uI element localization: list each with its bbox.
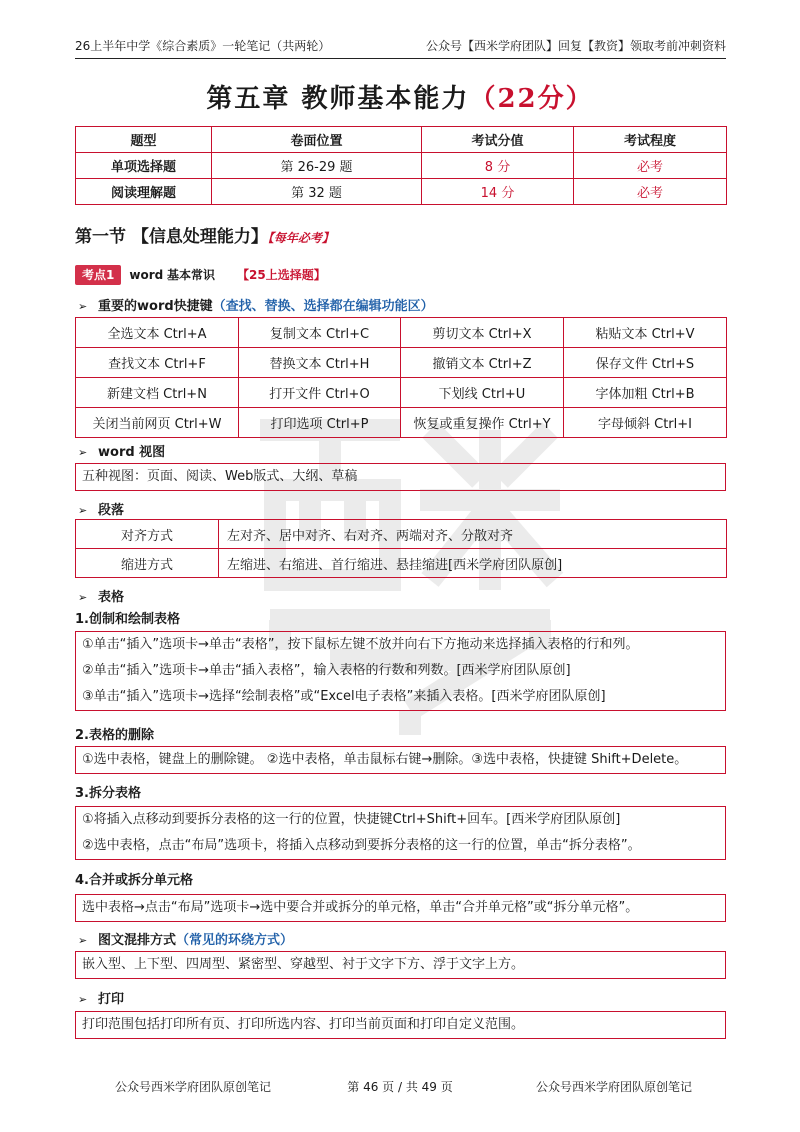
- wrap-text: 嵌入型、上下型、四周型、紧密型、穿越型、衬于文字下方、浮于文字上方。: [82, 957, 525, 972]
- table-header-row: [76, 127, 727, 153]
- split-table-heading: 3.拆分表格: [75, 786, 141, 801]
- exam-info-table: [75, 126, 727, 205]
- table-row: [76, 549, 727, 578]
- table-cell: 恢复或重复操作 Ctrl+Y: [401, 408, 564, 438]
- table-cell: 复制文本 Ctrl+C: [239, 318, 401, 348]
- table-cell: 缩进方式: [76, 549, 219, 578]
- table-row: [76, 378, 727, 408]
- table-cell: 撤销文本 Ctrl+Z: [401, 348, 564, 378]
- footer-right: 公众号西米学府团队原创笔记: [535, 1080, 692, 1094]
- print-text: 打印范围包括打印所有页、打印所选内容、打印当前页面和打印自定义范围。: [82, 1017, 525, 1032]
- kaodian-badge: 考点1: [75, 265, 121, 285]
- views-box: [75, 463, 726, 491]
- table-cell: 左缩进、右缩进、首行缩进、悬挂缩进[西米学府团队原创]: [219, 549, 727, 578]
- list-item: ③单击“插入”选项卡→选择“绘制表格”或“Excel电子表格”来插入表格。[西米学府团队原创]: [82, 689, 606, 704]
- list-item: ②选中表格，点击“布局”选项卡，将插入点移动到要拆分表格的这一行的位置，单击“拆分表格”。: [82, 838, 641, 853]
- table-cell: 剪切文本 Ctrl+X: [401, 318, 564, 348]
- header-left: 26上半年中学《综合素质》一轮笔记（共两轮）: [75, 39, 331, 53]
- wrap-title: 图文混排方式: [98, 933, 177, 948]
- kaodian-line: [75, 265, 326, 285]
- table-cell: 必考: [574, 179, 727, 205]
- print-title: 打印: [98, 992, 125, 1007]
- shortcut-table: [75, 317, 727, 438]
- arrow-bullet-icon: ➢: [78, 993, 88, 1006]
- list-item: ①将插入点移动到要拆分表格的这一行的位置，快捷键Ctrl+Shift+回车。[西米学府团队原创]: [82, 812, 621, 827]
- table-row: [76, 520, 727, 549]
- page-number: 第 46 页 / 共 49 页: [347, 1080, 453, 1094]
- paragraph-table: [75, 519, 727, 578]
- section-heading: [75, 222, 334, 247]
- footer-left: 公众号西米学府团队原创笔记: [115, 1080, 272, 1094]
- views-heading: [78, 441, 165, 460]
- views-title: word 视图: [98, 445, 166, 460]
- table-row: [76, 153, 727, 179]
- table-cell: 左对齐、居中对齐、右对齐、两端对齐、分散对齐: [219, 520, 727, 549]
- table-cell: 对齐方式: [76, 520, 219, 549]
- wrap-box: [75, 951, 726, 979]
- table-cell: 单项选择题: [76, 153, 212, 179]
- table-cell: 新建文档 Ctrl+N: [76, 378, 239, 408]
- arrow-bullet-icon: ➢: [78, 300, 88, 313]
- table-row: [76, 408, 727, 438]
- arrow-bullet-icon: ➢: [78, 591, 88, 604]
- paragraph-heading: [78, 499, 124, 518]
- tables-title: 表格: [98, 590, 125, 605]
- page-header: [75, 36, 726, 59]
- shortcuts-title: 重要的word快捷键: [98, 299, 213, 314]
- wrap-note: （常见的环绕方式）: [176, 933, 294, 948]
- kaodian-tag: 【25上选择题】: [237, 268, 326, 282]
- chapter-score: （22分）: [469, 84, 594, 114]
- table-row: [76, 179, 727, 205]
- paragraph-title: 段落: [98, 503, 125, 518]
- kaodian-label-2: 基本常识: [167, 268, 216, 282]
- arrow-bullet-icon: ➢: [78, 504, 88, 517]
- table-cell: 打印选项 Ctrl+P: [239, 408, 401, 438]
- column-header: 考试程度: [574, 127, 727, 153]
- merge-cells-heading: 4.合并或拆分单元格: [75, 873, 193, 888]
- shortcuts-note: （查找、替换、选择都在编辑功能区）: [212, 299, 434, 314]
- list-item: ①单击“插入”选项卡→单击“表格”，按下鼠标左键不放并向右下方拖动来选择插入表格的行和列。: [82, 637, 639, 652]
- kaodian-label: word: [129, 268, 164, 282]
- create-table-box: [75, 631, 726, 711]
- table-cell: 保存文件 Ctrl+S: [564, 348, 727, 378]
- column-header: 题型: [76, 127, 212, 153]
- list-item: ①选中表格，键盘上的删除键。 ②选中表格，单击鼠标右键→删除。③选中表格，快捷键 Shift+Delete。: [82, 752, 688, 767]
- list-item: 选中表格→点击“布局”选项卡→选中要合并或拆分的单元格，单击“合并单元格”或“拆分单元格”。: [82, 900, 639, 915]
- table-cell: 打开文件 Ctrl+O: [239, 378, 401, 408]
- arrow-bullet-icon: ➢: [78, 934, 88, 947]
- chapter-title-main: 第五章 教师基本能力: [206, 84, 470, 114]
- table-row: [76, 348, 727, 378]
- table-cell: 替换文本 Ctrl+H: [239, 348, 401, 378]
- delete-table-box: [75, 746, 726, 774]
- arrow-bullet-icon: ➢: [78, 446, 88, 459]
- print-box: [75, 1011, 726, 1039]
- table-cell: 查找文本 Ctrl+F: [76, 348, 239, 378]
- table-cell: 阅读理解题: [76, 179, 212, 205]
- table-cell: 关闭当前网页 Ctrl+W: [76, 408, 239, 438]
- delete-table-heading: 2.表格的删除: [75, 728, 154, 743]
- header-right: 公众号【西米学府团队】回复【教资】领取考前冲刺资料: [425, 39, 726, 53]
- column-header: 考试分值: [422, 127, 574, 153]
- table-cell: 第 26-29 题: [212, 153, 422, 179]
- table-cell: 下划线 Ctrl+U: [401, 378, 564, 408]
- table-cell: 字体加粗 Ctrl+B: [564, 378, 727, 408]
- views-text: 五种视图：页面、阅读、Web版式、大纲、草稿: [82, 469, 358, 484]
- wrap-heading: [78, 929, 293, 948]
- table-cell: 全选文本 Ctrl+A: [76, 318, 239, 348]
- shortcuts-heading: [78, 295, 434, 314]
- table-cell: 粘贴文本 Ctrl+V: [564, 318, 727, 348]
- table-cell: 字母倾斜 Ctrl+I: [564, 408, 727, 438]
- list-item: ②单击“插入”选项卡→单击“插入表格”，输入表格的行数和列数。[西米学府团队原创]: [82, 663, 571, 678]
- column-header: 卷面位置: [212, 127, 422, 153]
- table-cell: 必考: [574, 153, 727, 179]
- chapter-title: [0, 78, 800, 115]
- section-title: 第一节 【信息处理能力】: [75, 227, 268, 247]
- merge-cells-box: [75, 894, 726, 922]
- tables-heading: [78, 586, 124, 605]
- table-cell: 14 分: [422, 179, 574, 205]
- table-cell: 8 分: [422, 153, 574, 179]
- split-table-box: [75, 806, 726, 860]
- create-table-heading: 1.创制和绘制表格: [75, 612, 180, 627]
- section-tag: 【每年必考】: [267, 231, 334, 245]
- table-cell: 第 32 题: [212, 179, 422, 205]
- table-row: [76, 318, 727, 348]
- print-heading: [78, 988, 124, 1007]
